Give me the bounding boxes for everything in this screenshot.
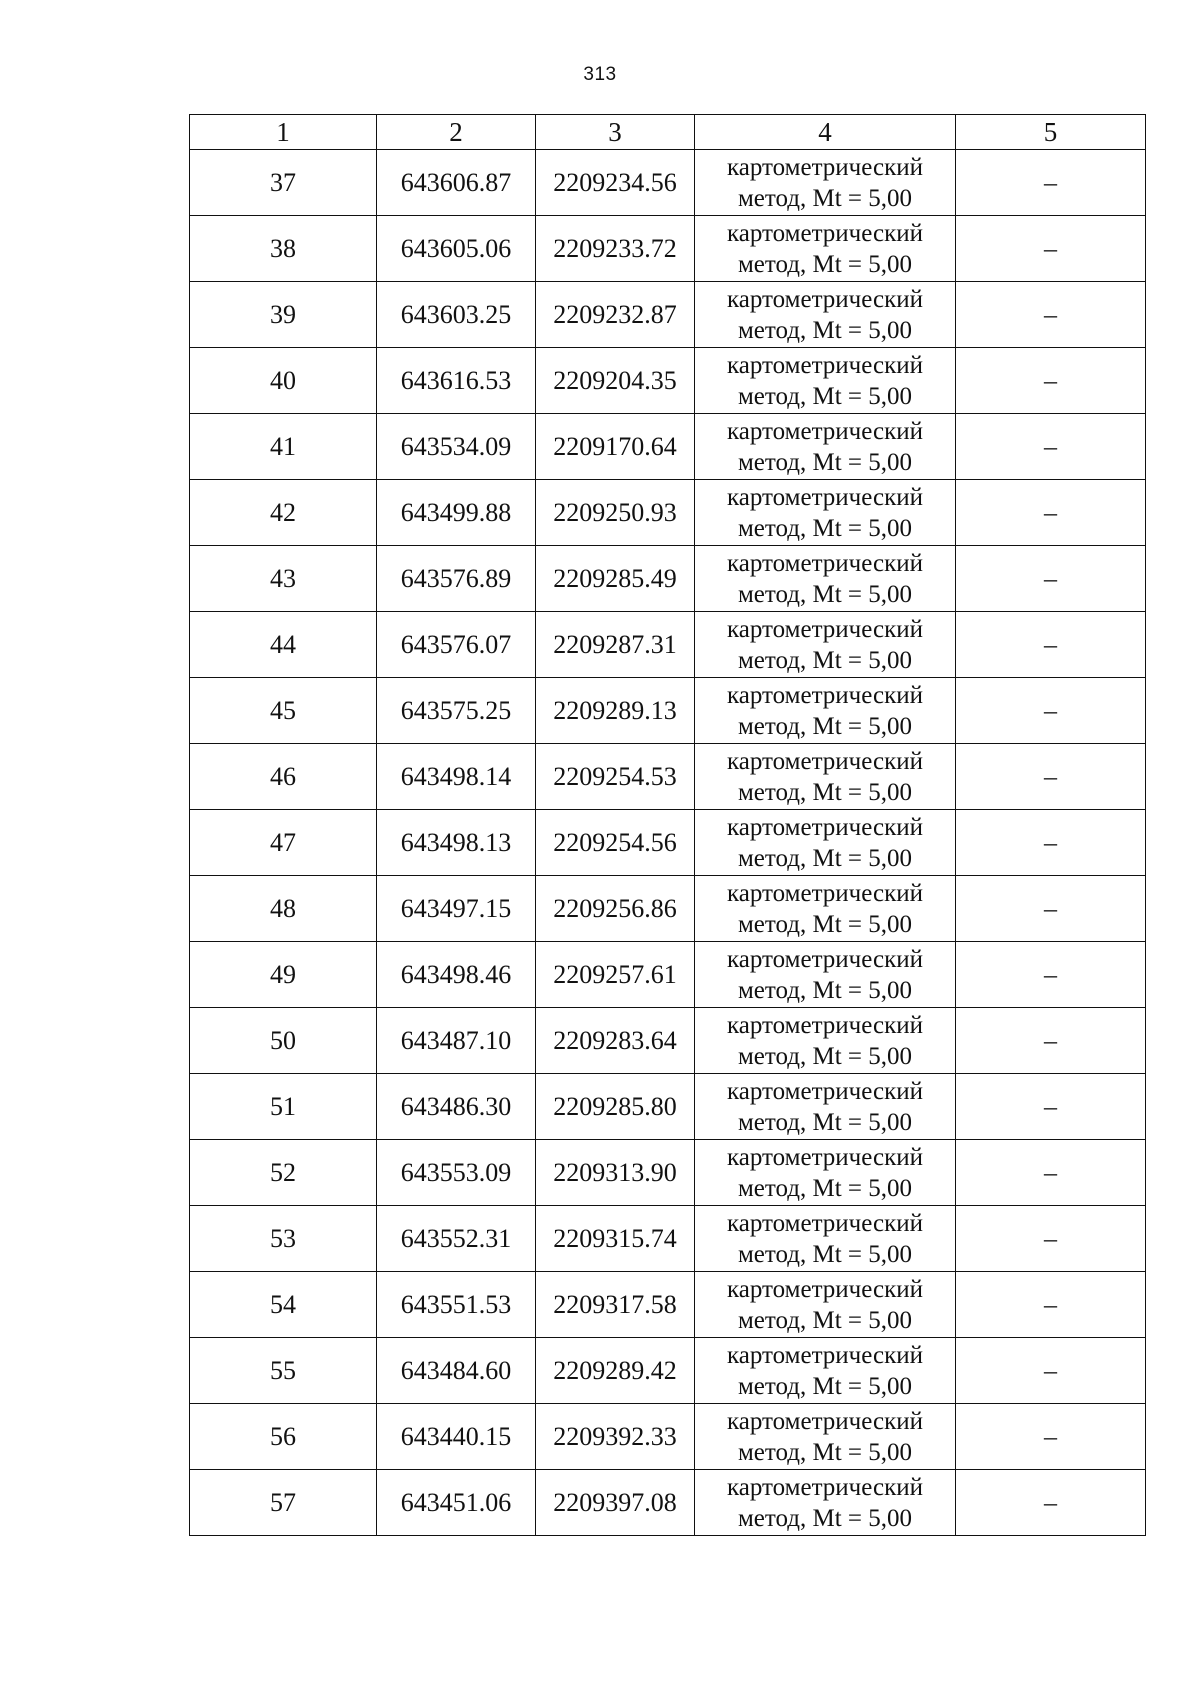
table-row [190, 744, 1146, 810]
method-line-1: картометрический [727, 351, 923, 379]
note-cell: – [956, 744, 1146, 810]
y-coordinate-cell: 2209315.74 [536, 1206, 695, 1272]
point-number-cell: 46 [190, 744, 377, 810]
y-coordinate-cell: 2209234.56 [536, 150, 695, 216]
method-line-1: картометрический [727, 615, 923, 643]
method-line-1: картометрический [727, 813, 923, 841]
header-col-2: 2 [377, 115, 536, 150]
method-cell [695, 810, 956, 876]
x-coordinate-cell: 643576.89 [377, 546, 536, 612]
point-number-cell: 43 [190, 546, 377, 612]
method-line-1: картометрический [727, 1209, 923, 1237]
note-cell: – [956, 876, 1146, 942]
note-cell: – [956, 546, 1146, 612]
note-cell: – [956, 480, 1146, 546]
point-number-cell: 53 [190, 1206, 377, 1272]
method-line-1: картометрический [727, 1011, 923, 1039]
method-line-1: картометрический [727, 681, 923, 709]
method-line-2: метод, Mt = 5,00 [737, 1372, 913, 1400]
table-row [190, 216, 1146, 282]
table-row [190, 546, 1146, 612]
method-line-1: картометрический [727, 1407, 923, 1435]
table-row [190, 1140, 1146, 1206]
method-line-1: картометрический [727, 1473, 923, 1501]
note-cell: – [956, 1008, 1146, 1074]
table-row [190, 678, 1146, 744]
table-row [190, 348, 1146, 414]
method-cell [695, 1404, 956, 1470]
coordinates-table [189, 114, 1146, 1536]
method-cell [695, 678, 956, 744]
y-coordinate-cell: 2209232.87 [536, 282, 695, 348]
y-coordinate-cell: 2209287.31 [536, 612, 695, 678]
method-line-2: метод, Mt = 5,00 [737, 1240, 913, 1268]
x-coordinate-cell: 643552.31 [377, 1206, 536, 1272]
method-line-1: картометрический [727, 483, 923, 511]
y-coordinate-cell: 2209256.86 [536, 876, 695, 942]
method-line-1: картометрический [727, 417, 923, 445]
method-line-1: картометрический [727, 1341, 923, 1369]
x-coordinate-cell: 643616.53 [377, 348, 536, 414]
method-line-2: метод, Mt = 5,00 [737, 184, 913, 212]
method-line-2: метод, Mt = 5,00 [737, 1042, 913, 1070]
point-number-cell: 41 [190, 414, 377, 480]
note-cell: – [956, 678, 1146, 744]
header-col-3: 3 [536, 115, 695, 150]
point-number-cell: 45 [190, 678, 377, 744]
point-number-cell: 54 [190, 1272, 377, 1338]
x-coordinate-cell: 643487.10 [377, 1008, 536, 1074]
note-cell: – [956, 810, 1146, 876]
point-number-cell: 50 [190, 1008, 377, 1074]
table-row [190, 1008, 1146, 1074]
method-cell [695, 1074, 956, 1140]
table-row [190, 282, 1146, 348]
table-row [190, 1272, 1146, 1338]
x-coordinate-cell: 643498.14 [377, 744, 536, 810]
table-row [190, 612, 1146, 678]
y-coordinate-cell: 2209257.61 [536, 942, 695, 1008]
point-number-cell: 40 [190, 348, 377, 414]
point-number-cell: 42 [190, 480, 377, 546]
header-col-4: 4 [695, 115, 956, 150]
method-line-1: картометрический [727, 549, 923, 577]
method-cell [695, 876, 956, 942]
point-number-cell: 56 [190, 1404, 377, 1470]
method-line-2: метод, Mt = 5,00 [737, 1108, 913, 1136]
note-cell: – [956, 1272, 1146, 1338]
method-line-2: метод, Mt = 5,00 [737, 844, 913, 872]
note-cell: – [956, 282, 1146, 348]
table-row [190, 810, 1146, 876]
note-cell: – [956, 1470, 1146, 1536]
x-coordinate-cell: 643534.09 [377, 414, 536, 480]
x-coordinate-cell: 643553.09 [377, 1140, 536, 1206]
x-coordinate-cell: 643451.06 [377, 1470, 536, 1536]
x-coordinate-cell: 643499.88 [377, 480, 536, 546]
y-coordinate-cell: 2209204.35 [536, 348, 695, 414]
method-cell [695, 1206, 956, 1272]
y-coordinate-cell: 2209233.72 [536, 216, 695, 282]
method-cell [695, 282, 956, 348]
y-coordinate-cell: 2209250.93 [536, 480, 695, 546]
table-header [190, 115, 1146, 150]
method-line-2: метод, Mt = 5,00 [737, 250, 913, 278]
point-number-cell: 52 [190, 1140, 377, 1206]
x-coordinate-cell: 643551.53 [377, 1272, 536, 1338]
y-coordinate-cell: 2209283.64 [536, 1008, 695, 1074]
x-coordinate-cell: 643576.07 [377, 612, 536, 678]
method-line-1: картометрический [727, 747, 923, 775]
table-row [190, 150, 1146, 216]
x-coordinate-cell: 643575.25 [377, 678, 536, 744]
method-line-1: картометрический [727, 153, 923, 181]
x-coordinate-cell: 643484.60 [377, 1338, 536, 1404]
note-cell: – [956, 1338, 1146, 1404]
y-coordinate-cell: 2209392.33 [536, 1404, 695, 1470]
x-coordinate-cell: 643440.15 [377, 1404, 536, 1470]
x-coordinate-cell: 643498.13 [377, 810, 536, 876]
point-number-cell: 37 [190, 150, 377, 216]
method-line-2: метод, Mt = 5,00 [737, 1504, 913, 1532]
method-cell [695, 1470, 956, 1536]
y-coordinate-cell: 2209317.58 [536, 1272, 695, 1338]
note-cell: – [956, 1206, 1146, 1272]
note-cell: – [956, 414, 1146, 480]
point-number-cell: 48 [190, 876, 377, 942]
table-row [190, 1074, 1146, 1140]
method-cell [695, 546, 956, 612]
method-line-2: метод, Mt = 5,00 [737, 448, 913, 476]
point-number-cell: 44 [190, 612, 377, 678]
note-cell: – [956, 1404, 1146, 1470]
method-cell [695, 1338, 956, 1404]
y-coordinate-cell: 2209285.49 [536, 546, 695, 612]
x-coordinate-cell: 643497.15 [377, 876, 536, 942]
header-col-5: 5 [956, 115, 1146, 150]
method-line-1: картометрический [727, 285, 923, 313]
method-cell [695, 1272, 956, 1338]
page-number: 313 [583, 64, 617, 85]
y-coordinate-cell: 2209313.90 [536, 1140, 695, 1206]
note-cell: – [956, 942, 1146, 1008]
table-row [190, 414, 1146, 480]
method-line-1: картометрический [727, 879, 923, 907]
x-coordinate-cell: 643498.46 [377, 942, 536, 1008]
method-line-2: метод, Mt = 5,00 [737, 514, 913, 542]
method-line-2: метод, Mt = 5,00 [737, 316, 913, 344]
method-cell [695, 744, 956, 810]
table-row [190, 1206, 1146, 1272]
method-line-2: метод, Mt = 5,00 [737, 646, 913, 674]
note-cell: – [956, 1074, 1146, 1140]
point-number-cell: 47 [190, 810, 377, 876]
y-coordinate-cell: 2209254.53 [536, 744, 695, 810]
header-col-1: 1 [190, 115, 377, 150]
method-line-1: картометрический [727, 1275, 923, 1303]
method-line-2: метод, Mt = 5,00 [737, 910, 913, 938]
method-line-2: метод, Mt = 5,00 [737, 580, 913, 608]
note-cell: – [956, 216, 1146, 282]
method-cell [695, 150, 956, 216]
y-coordinate-cell: 2209285.80 [536, 1074, 695, 1140]
table-row [190, 480, 1146, 546]
note-cell: – [956, 348, 1146, 414]
header-row [190, 115, 1146, 150]
method-cell [695, 480, 956, 546]
method-cell [695, 612, 956, 678]
table-row [190, 1338, 1146, 1404]
y-coordinate-cell: 2209170.64 [536, 414, 695, 480]
point-number-cell: 57 [190, 1470, 377, 1536]
table-row [190, 876, 1146, 942]
y-coordinate-cell: 2209397.08 [536, 1470, 695, 1536]
method-line-2: метод, Mt = 5,00 [737, 1306, 913, 1334]
method-line-1: картометрический [727, 219, 923, 247]
x-coordinate-cell: 643605.06 [377, 216, 536, 282]
method-line-2: метод, Mt = 5,00 [737, 382, 913, 410]
note-cell: – [956, 612, 1146, 678]
method-cell [695, 1140, 956, 1206]
method-line-2: метод, Mt = 5,00 [737, 1438, 913, 1466]
table-row [190, 1404, 1146, 1470]
point-number-cell: 49 [190, 942, 377, 1008]
method-line-1: картометрический [727, 1077, 923, 1105]
y-coordinate-cell: 2209254.56 [536, 810, 695, 876]
y-coordinate-cell: 2209289.13 [536, 678, 695, 744]
point-number-cell: 55 [190, 1338, 377, 1404]
x-coordinate-cell: 643606.87 [377, 150, 536, 216]
note-cell: – [956, 150, 1146, 216]
method-line-2: метод, Mt = 5,00 [737, 778, 913, 806]
point-number-cell: 38 [190, 216, 377, 282]
method-line-2: метод, Mt = 5,00 [737, 976, 913, 1004]
method-line-2: метод, Mt = 5,00 [737, 712, 913, 740]
method-cell [695, 942, 956, 1008]
table-body [190, 150, 1146, 1536]
method-line-2: метод, Mt = 5,00 [737, 1174, 913, 1202]
table-row [190, 942, 1146, 1008]
x-coordinate-cell: 643603.25 [377, 282, 536, 348]
method-cell [695, 414, 956, 480]
method-cell [695, 216, 956, 282]
point-number-cell: 51 [190, 1074, 377, 1140]
table-row [190, 1470, 1146, 1536]
method-cell [695, 1008, 956, 1074]
point-number-cell: 39 [190, 282, 377, 348]
method-cell [695, 348, 956, 414]
method-line-1: картометрический [727, 945, 923, 973]
method-line-1: картометрический [727, 1143, 923, 1171]
note-cell: – [956, 1140, 1146, 1206]
y-coordinate-cell: 2209289.42 [536, 1338, 695, 1404]
x-coordinate-cell: 643486.30 [377, 1074, 536, 1140]
